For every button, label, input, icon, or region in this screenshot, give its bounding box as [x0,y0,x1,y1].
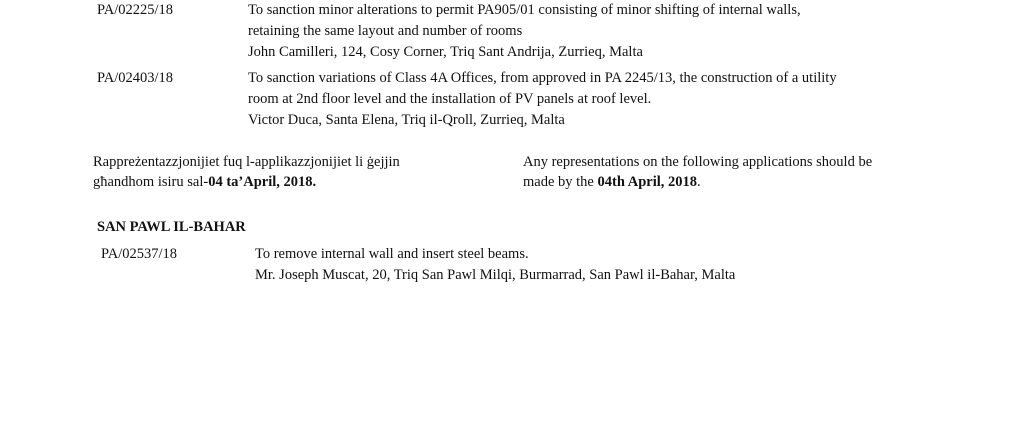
notice-english-deadline: 04th April, 2018 [597,174,697,190]
application-ref: PA/02225/18 [97,2,174,18]
application-ref: PA/02403/18 [97,70,174,86]
application-description-line: room at 2nd floor level and the installation of PV panels at roof level. [248,91,652,107]
notice-maltese-line [93,172,505,192]
locality-heading: SAN PAWL IL-BAHAR [97,219,246,235]
application-description-line: To sanction variations of Class 4A Offices, from approved in PA 2245/13, the construction of a utility [248,70,837,86]
application-description-line: To remove internal wall and insert steel beams. [255,246,529,262]
applicant-address: Victor Duca, Santa Elena, Triq il-Qroll, Zurrieq, Malta [248,112,565,128]
notice-english-line: Any representations on the following applications should be [523,154,873,170]
applicant-address: Mr. Joseph Muscat, 20, Triq San Pawl Milqi, Burmarrad, San Pawl il-Bahar, Malta [255,267,736,283]
notice-maltese-text: għandhom isiru sal- [93,174,209,190]
notice-english [523,152,872,192]
applicant-address: John Camilleri, 124, Cosy Corner, Triq Sant Andrija, Zurrieq, Malta [248,44,643,60]
notice-english-line [523,172,872,192]
application-description-line: retaining the same layout and number of rooms [248,23,523,39]
application-ref: PA/02537/18 [101,246,178,262]
notice-english-text: . [697,174,701,190]
notice-maltese-deadline: 04 ta’April, 2018. [208,174,317,190]
notice-english-text: made by the [523,174,598,190]
notice-maltese-line: Rappreżentazzjonijiet fuq l-applikazzjonijiet li ġejjin [93,154,400,170]
application-description-line: To sanction minor alterations to permit PA905/01 consisting of minor shifting of internal walls, [248,2,801,18]
notice-maltese [93,152,505,192]
